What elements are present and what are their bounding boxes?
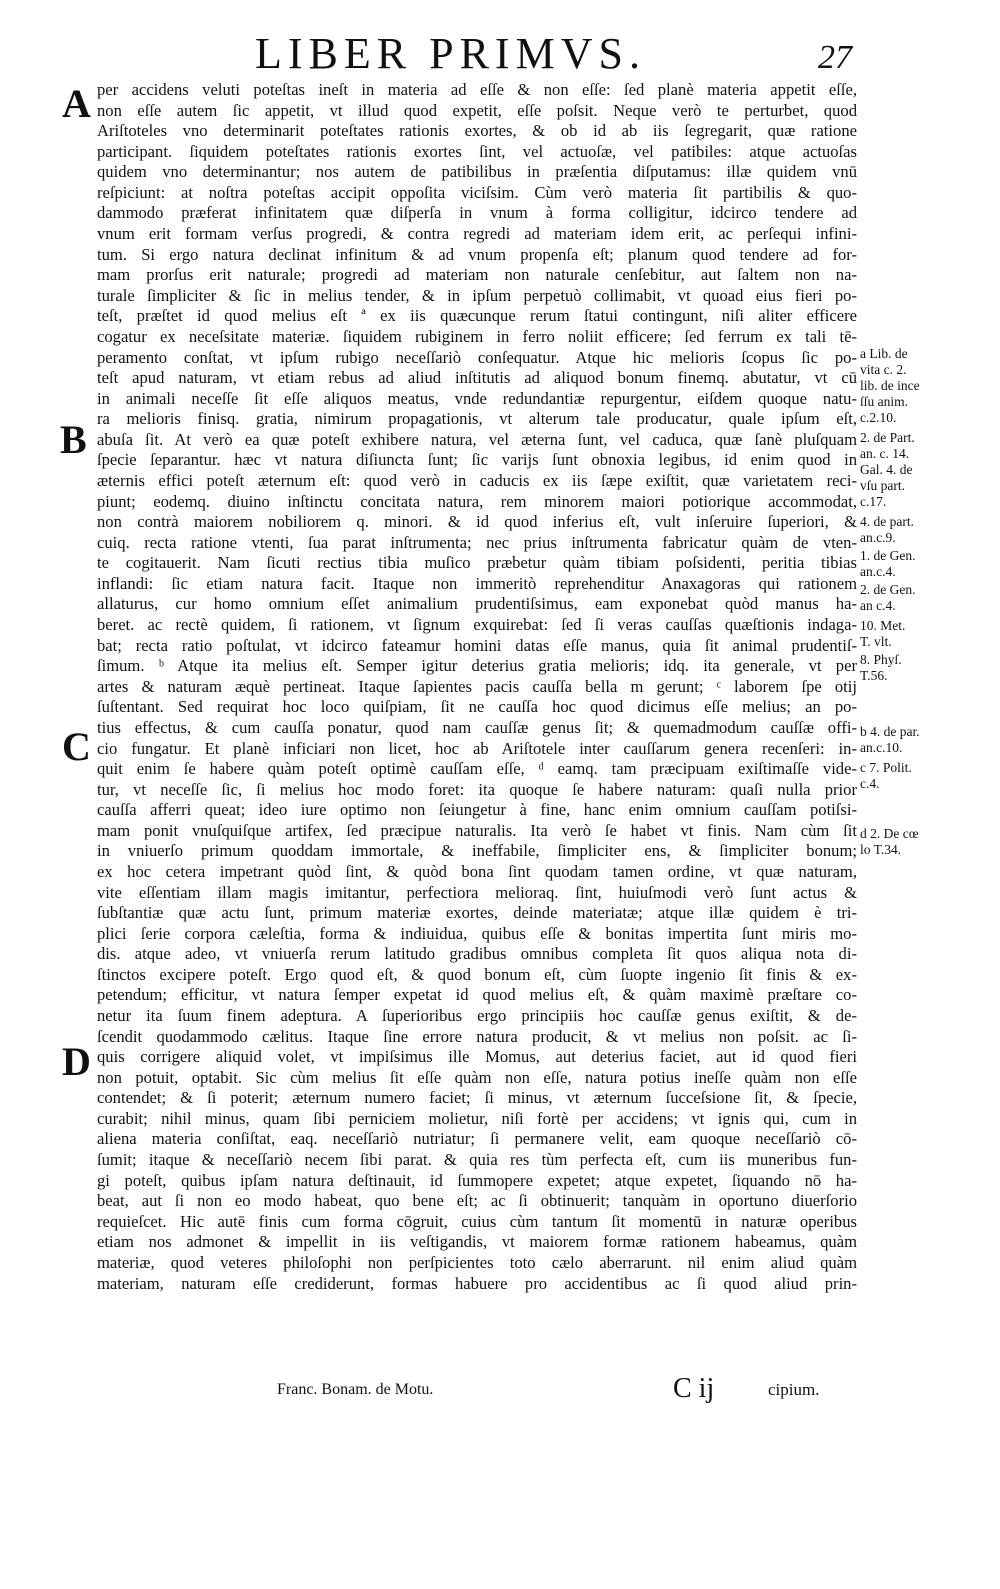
text-line: allaturus, cur homo omnium eſſet animalium prudentiſsimus, eam exponebat quòd manus ha- [97, 594, 857, 614]
text-line: turale ſimpliciter & ſic in melius tender, & in ipſum perpetuò collimabit, vt quoad eius fieri po- [97, 285, 857, 305]
text-line: ſcendit quodammodo cælitus. Itaque ſine errore natura producit, & vt melius non poſsit. ac ſi- [97, 1026, 857, 1046]
margin-note-line: an. c. 14. [860, 446, 910, 461]
text-line: inflandi: ſic etiam natura facit. Itaque non immeritò reprehenditur Anaxagoras qui rationem [97, 573, 857, 593]
text-line: aliena materia conſiſtat, eaq. neceſſariò nutriatur; ſi permanere velit, eam quoque neceſſariò cō- [97, 1129, 857, 1149]
margin-note-line: c.17. [860, 494, 887, 509]
text-line: gi poteſt, quibus ipſam natura deſtinauit, id ſummopere expetet; atque expetet, ſiquando nō ha- [97, 1170, 857, 1190]
page-title: LIBER PRIMVS. [255, 29, 646, 78]
text-line: dammodo præferat infinitatem quæ diſperſa in vnum à forma colligitur, idcirco tendere ad [97, 203, 857, 223]
margin-note-line: T. vlt. [860, 634, 892, 649]
text-line: artes & naturam æquè pertineat. Itaque ſapientes pacis cauſſa bella m gerunt; ᶜ laborem ſpe otij [97, 676, 857, 696]
page-number: 27 [818, 39, 852, 76]
page-header [0, 28, 1000, 88]
margin-note-line: lo T.34. [860, 842, 902, 857]
text-line: participant. ſiquidem poteſtates rationis exortes ſint, vel actuoſæ, vel patibiles: atque actuoſas [97, 141, 857, 161]
text-line: mam prorſus erit naturale; progredi ad materiam non naturale cenſebitur, aut ſaltem non na- [97, 265, 857, 285]
text-line: tius effectus, & cum cauſſa ponatur, quod nam cauſſæ genus ſit; & quemadmodum cauſſæ offi- [97, 717, 857, 737]
margin-note-line: 10. Met. [860, 618, 906, 633]
signature-mark: C ij [673, 1373, 715, 1404]
text-line: cio fungatur. Et planè inficiari non licet, hoc ab Ariſtotele inter cauſſarum genera recenſeri: in- [97, 738, 857, 758]
text-line: cauſſa afferri queat; ideo iure optimo non ſeiungetur à fine, hanc enim omnium cauſſam potiſsi- [97, 800, 857, 820]
text-line: etiam nos admonet & impellit in iis veſtigandis, vt maiorem formæ rationem habeamus, quàm [97, 1232, 857, 1252]
text-line: ra melioris finisq. gratia, nimirum propagationis, vt alterum tale producatur, quale ipſum eſt, [97, 409, 857, 429]
margin-note-line: 2. de Part. [860, 430, 915, 445]
text-line: ſumit; itaque & neceſſariò necem ſibi parat. & quia res tùm perfecta eſt, cum iis muneribus fun- [97, 1150, 857, 1170]
text-line: per accidens veluti poteſtas ineſt in materia ad eſſe & non eſſe: ſed planè materia appetit eſſe, [97, 80, 857, 99]
text-line: dis. atque adeo, vt vniuerſa rerum latitudo gradibus omnibus completa ſit quos aliqua nota di- [97, 944, 857, 964]
margin-note-line: a Lib. de [860, 346, 908, 361]
text-line: plici ſerie corpora cæleſtia, forma & indiuidua, quibus eſſe & bonitas impertita ſunt miris mo- [97, 923, 857, 943]
text-line: abuſa ſit. At verò ea quæ poteſt exhibere natura, vel æterna ſunt, vel caduca, quæ ſanè pluſquam [97, 429, 857, 449]
margin-note-line: Gal. 4. de [860, 462, 913, 477]
body-text [97, 80, 857, 1294]
text-line: quit enim ſe habere quàm poteſt optimè cauſſam eſſe, ᵈ eamq. tam præcipuam exiſtimaſſe vide- [97, 759, 857, 779]
text-line: non eſſe autem ſic appetit, vt illud quod expetit, eſſe poſsit. Neque verò te perturbet, quod [97, 100, 857, 120]
text-line: curabit; nihil minus, quam ſibi perniciem molietur, niſi fortè per accidens; vt ignis qui, cum in [97, 1108, 857, 1128]
text-line: piunt; eodemq. diuino inſtinctu concitata natura, rem minorem maiori potiorique accommodat, [97, 491, 857, 511]
text-line: tur, vt neceſſe ſic, ſi melius hoc modo foret: ita quoque ſe habere naturam: quaſi nulla prior [97, 779, 857, 799]
text-line: requieſcet. Hic autē finis cum forma cōgruit, cuius cùm tantum ſit momentū in naturæ operibus [97, 1211, 857, 1231]
text-line: tum. Si ergo natura declinat infinitum & ad vnum propenſa eſt; planum quod tendere ad for- [97, 244, 857, 264]
text-line: beret. ac rectè quidem, ſi rationem, vt ſignum exquirebat: ſed ſi veras cauſſas quæſtionis indaga- [97, 615, 857, 635]
text-line: vite eſſentiam illam magis imitantur, perfectiora melioraq. ſint, huiuſmodi verò ſunt actus & [97, 882, 857, 902]
section-letter-b: B [60, 417, 87, 462]
text-line: ex hoc cetera impetrant quòd ſint, & quòd bona ſint quodam tamen ordine, vt quæ naturam, [97, 861, 857, 881]
margin-note-line: 8. Phyſ. [860, 652, 902, 667]
text-line: petendum; efficitur, vt natura ſemper expetat id quod melius eſt, & quàm maximè præſtare co- [97, 985, 857, 1005]
text-line: vnum erit formam verſus progredi, & contra regredi ad materiam idem erit, ac perſequi infini- [97, 224, 857, 244]
text-line: contendet; & ſi poterit; æternum numero faciet; ſi minus, vt æternum ſucceſsione ſit, & ſpecie, [97, 1088, 857, 1108]
text-line: teſt, præſtet id quod melius eſt ª ex iis quæcunque rerum ſtatui contingunt, niſi aliter efficere [97, 306, 857, 326]
text-line: peramento conſtat, vt ipſum rubigo neceſſariò conſequatur. Atque hic melioris ſcopus ſic po- [97, 347, 857, 367]
section-letter-c: C [62, 724, 91, 769]
margin-note-line: vita c. 2. [860, 362, 907, 377]
margin-note-line: 2. de Gen. [860, 582, 916, 597]
margin-note-line: c 7. Polit. [860, 760, 912, 775]
text-line: ſtinctos excipere poteſt. Ergo quod eſt, & quod bonum eſt, cùm ſuopte ingenio ſit finis & ex- [97, 964, 857, 984]
text-line: mam ponit vnuſquiſque artifex, ſed præcipue naturalis. Ita verò ſe habet vt finis. Nam cùm ſit [97, 820, 857, 840]
margin-note-line: c.4. [860, 776, 880, 791]
text-line: beat, aut ſi non eo modo habeat, quo bene eſt; ac ſi obtinuerit; tanquàm in oportuno diuerſorio [97, 1191, 857, 1211]
text-line: materiam, naturam eſſe crediderunt, formas habuere pro accidentibus ac ſi quod aliud prin- [97, 1273, 857, 1293]
margin-note-line: an c.4. [860, 598, 896, 613]
text-line: teſt apud naturam, vt etiam rebus ad aliud inſtitutis ad aliquod bonum finemq. abutatur, vt cū [97, 368, 857, 388]
text-line: æternis effici poteſt æternum eſt: quod verò in caducis ex iis ſæpe exiſtit, quæ varietatem reci- [97, 470, 857, 490]
text-line: in animali neceſſe ſit eſſe aliquos meatus, vnde redundantiæ repurgentur, eiſdem quoque natu- [97, 388, 857, 408]
margin-note-line: vſu part. [860, 478, 905, 493]
margin-note-line: lib. de ince [860, 378, 920, 393]
text-line: ſpecie ſeparantur. hæc vt natura diſiuncta ſunt; ſic varijs ſunt obnoxia legibus, id enim quod in [97, 450, 857, 470]
margin-note-line: an.c.10. [860, 740, 903, 755]
margin-note-line: b 4. de par. [860, 724, 920, 739]
text-line: netur ita ſuum finem adeptura. A ſuperioribus ergo principiis hoc cauſſæ genus exiſtit, & de- [97, 1006, 857, 1026]
margin-note-line: c.2.10. [860, 410, 897, 425]
margin-note-line: 1. de Gen. [860, 548, 916, 563]
text-line: cuiq. recta ratione vtenti, ſua parat inſtrumenta; nec prius inſtrumenta fabricatur quàm de vten- [97, 532, 857, 552]
section-letter-a: A [62, 81, 91, 126]
page-footer [0, 1373, 1000, 1408]
text-line: ſubſtantiæ quæ actu ſunt, primum materiæ exortes, deinde materiatæ; atque illæ quidem è tri- [97, 903, 857, 923]
text-line: Ariſtoteles vno determinarit poteſtates rationis exortes, & ob id ab iis ſegregarit, quæ ratione [97, 121, 857, 141]
margin-note-line: d 2. De cœ [860, 826, 919, 841]
text-line: in vniuerſo primum quoddam immortale, & ineffabile, ſimpliciter ens, & ſimpliciter bonum; [97, 841, 857, 861]
catchword: cipium. [768, 1380, 820, 1399]
text-line: materiæ, quod veteres philoſophi non perſpicientes toto cælo aberrarunt. nil enim aliud quàm [97, 1252, 857, 1272]
margin-note-line: 4. de part. [860, 514, 914, 529]
text-line: cogatur ex neceſsitate materiæ. ſiquidem rubiginem in ferro noliit efficere; ſed ferrum ex tali tē- [97, 326, 857, 346]
text-line: ſimum. ᵇ Atque ita melius eſt. Semper igitur deterius gratia melioris; idq. ita generale, vt per [97, 656, 857, 676]
text-line: bat; recta ratio poſtulat, vt idcirco fateamur homini datas eſſe manus, quia ſit animal prudentiſ- [97, 635, 857, 655]
text-line: non potuit, optabit. Sic cùm melius ſit eſſe quàm non eſſe, natura potius ineſſe quàm non eſſe [97, 1067, 857, 1087]
margin-note-line: ſſu anim. [860, 394, 908, 409]
margin-note-line: an.c.9. [860, 530, 896, 545]
text-line: quis corrigere aliquid volet, vt impiſsimus ille Momus, aut deterius faciet, aut id quod fieri [97, 1047, 857, 1067]
text-line: reſpiciunt: at noſtra poteſtas accipit oppoſita viciſsim. Cùm verò materia ſit partibilis & quo- [97, 182, 857, 202]
section-letter-d: D [62, 1039, 91, 1084]
text-line: ſuſtentant. Sed requirat hoc loco quiſpiam, ſit ne cauſſa hoc quod dicimus eſſe melius; an po- [97, 697, 857, 717]
text-line: non contrà maiorem nobiliorem q. minori. & id quod inferius eſt, vult inſeruire ſuperiori, & [97, 512, 857, 532]
margin-note-line: T.56. [860, 668, 888, 683]
text-line: quidem vno determinantur; nos autem de patibilibus in præſentia diſputamus: illæ quidem vnū [97, 162, 857, 182]
running-title: Franc. Bonam. de Motu. [277, 1381, 434, 1398]
text-line: te cogitauerit. Nam ſicuti rectius tibia muſico præbetur quàm tibiam poſsidenti, peritia tibias [97, 553, 857, 573]
margin-note-line: an.c.4. [860, 564, 896, 579]
